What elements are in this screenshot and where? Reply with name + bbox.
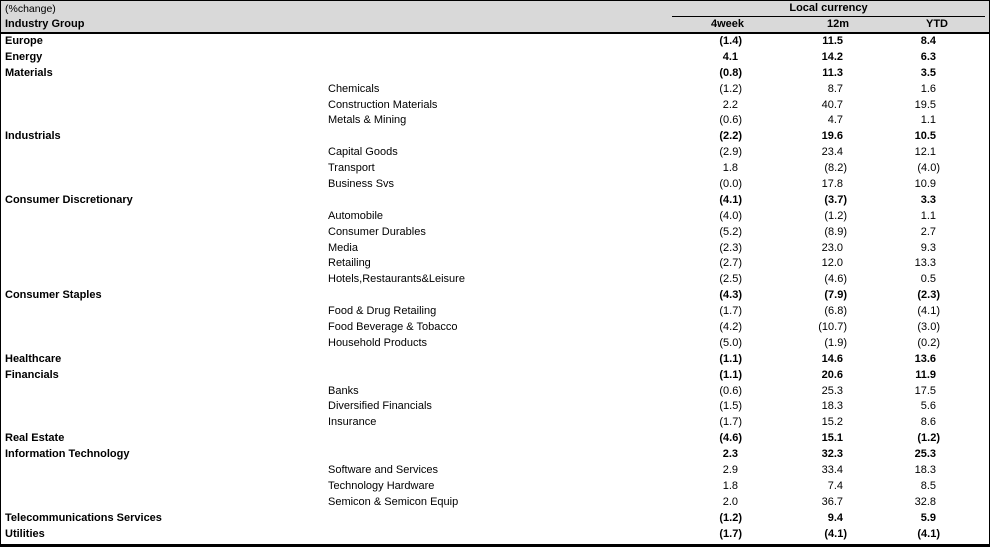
value-4week: (4.1) [719,193,742,206]
value-12m: 7.4 [827,479,843,492]
column-header-ytd: YTD [926,18,948,30]
value-12m: (1.9) [824,336,847,349]
table-row [1,288,989,304]
value-4week: 2.9 [722,464,738,477]
table-row [1,66,989,82]
table-row [1,384,989,400]
industry-label: Materials [5,66,53,79]
value-ytd: 1.1 [920,114,936,127]
value-ytd: 10.9 [914,178,936,191]
column-header-12m: 12m [826,18,849,30]
industry-label: Business Svs [328,178,395,191]
value-ytd: 19.5 [914,98,936,111]
industry-label: Semicon & Semicon Equip [328,495,459,508]
value-ytd: (3.0) [917,321,940,334]
value-12m: 15.1 [821,432,843,445]
value-4week: 1.8 [722,479,738,492]
value-12m: 25.3 [821,384,843,397]
value-4week: (4.2) [719,321,742,334]
table-row [1,225,989,241]
value-12m: 36.7 [821,495,843,508]
value-4week: (5.0) [719,336,742,349]
value-4week: (0.8) [719,66,742,79]
table-row [1,209,989,225]
value-12m: 14.2 [821,50,843,63]
value-4week: (0.0) [719,178,742,191]
value-ytd: 3.5 [920,66,936,79]
value-4week: 2.0 [722,495,738,508]
table-row [1,431,989,447]
value-ytd: (4.0) [917,162,940,175]
table-body [1,34,989,543]
table-row [1,527,989,543]
value-4week: (2.3) [719,241,742,254]
value-4week: (4.3) [719,289,742,302]
industry-label: Retailing [328,257,371,270]
value-4week: (2.2) [719,130,742,143]
industry-label: Real Estate [5,432,65,445]
value-12m: 20.6 [821,368,843,381]
industry-label: Financials [5,368,59,381]
value-12m: 18.3 [821,400,843,413]
table-row [1,304,989,320]
table-row [1,113,989,129]
table-row [1,479,989,495]
industry-label: Household Products [328,336,428,349]
value-12m: 4.7 [827,114,843,127]
value-12m: (8.9) [824,225,847,238]
industry-label: Media [328,241,358,254]
value-4week: (0.6) [719,114,742,127]
industry-label: Software and Services [328,464,439,477]
value-4week: (1.1) [719,368,742,381]
industry-label: Diversified Financials [328,400,432,413]
value-4week: (2.5) [719,273,742,286]
table-row [1,193,989,209]
value-12m: 19.6 [821,130,843,143]
value-12m: 11.5 [822,35,843,47]
table-row [1,161,989,177]
table-row [1,399,989,415]
industry-label: Telecommunications Services [5,511,162,524]
value-12m: 23.0 [821,241,843,254]
value-4week: (4.6) [719,432,742,445]
table-row [1,129,989,145]
value-4week: (1.5) [719,400,742,413]
value-ytd: 2.7 [920,225,936,238]
value-12m: (3.7) [824,193,847,206]
industry-label: Hotels,Restaurants&Leisure [328,273,465,286]
industry-label: Metals & Mining [328,114,407,127]
value-12m: 15.2 [821,416,843,429]
industry-label: Insurance [328,416,377,429]
value-4week: (1.7) [719,305,742,318]
value-4week: (0.6) [719,384,742,397]
industry-label: Food & Drug Retailing [328,305,437,318]
value-12m: 33.4 [821,464,843,477]
table-row [1,50,989,66]
value-ytd: 11.9 [915,368,936,381]
value-ytd: (2.3) [917,289,940,302]
industry-label: Banks [328,384,359,397]
value-ytd: 10.5 [914,130,936,143]
value-12m: (8.2) [824,162,847,175]
industry-label: Consumer Discretionary [5,193,133,206]
value-12m: (7.9) [824,289,847,302]
value-ytd: 13.3 [914,257,936,270]
value-12m: 11.3 [822,66,843,79]
value-ytd: (0.2) [917,336,940,349]
value-ytd: 1.6 [920,82,936,95]
table-row [1,241,989,257]
industry-label: Industrials [5,130,61,143]
value-ytd: (4.1) [917,305,940,318]
industry-label: Healthcare [5,352,62,365]
value-12m: 9.4 [827,511,843,524]
value-4week: (4.0) [719,209,742,222]
table-header-row-columns [1,17,989,32]
value-4week: (1.7) [719,416,742,429]
value-ytd: 0.5 [920,273,936,286]
value-4week: (1.4) [719,35,742,47]
value-12m: 32.3 [821,448,843,461]
value-ytd: (1.2) [917,432,940,445]
value-ytd: 13.6 [914,352,936,365]
industry-group-column-header: Industry Group [5,18,85,30]
industry-label: Energy [5,50,43,63]
column-header-4week: 4week [710,18,744,30]
value-ytd: 6.3 [920,50,936,63]
industry-label: Technology Hardware [328,479,435,492]
value-4week: (1.7) [719,527,742,540]
value-4week: (2.7) [719,257,742,270]
value-ytd: 18.3 [914,464,936,477]
table-row [1,145,989,161]
value-4week: 4.1 [722,50,738,63]
value-ytd: (4.1) [917,527,940,540]
value-ytd: 9.3 [920,241,936,254]
value-12m: 23.4 [821,146,843,159]
table-header [1,1,989,34]
percent-change-label: (%change) [5,3,56,15]
table-row [1,98,989,114]
value-ytd: 5.9 [920,511,936,524]
industry-label: Consumer Durables [328,225,426,238]
value-12m: (4.1) [824,527,847,540]
value-12m: 14.6 [821,352,843,365]
industry-label: Consumer Staples [5,289,102,302]
table-row [1,272,989,288]
value-4week: 1.8 [722,162,738,175]
table-row [1,463,989,479]
industry-label: Information Technology [5,448,130,461]
value-4week: (1.2) [719,82,742,95]
value-ytd: 32.8 [914,495,936,508]
table-row [1,177,989,193]
value-4week: (1.1) [719,352,742,365]
industry-label: Utilities [5,527,45,540]
value-ytd: 8.4 [920,35,936,47]
table-row [1,336,989,352]
value-12m: (4.6) [824,273,847,286]
table-row [1,368,989,384]
value-12m: (10.7) [818,321,847,334]
table-row [1,352,989,368]
value-4week: 2.2 [722,98,738,111]
value-ytd: 17.5 [914,384,936,397]
table-row [1,82,989,98]
industry-label: Europe [5,35,43,47]
industry-label: Automobile [328,209,384,222]
industry-label: Chemicals [328,82,380,95]
value-12m: (1.2) [824,209,847,222]
table-row [1,320,989,336]
value-12m: 8.7 [827,82,843,95]
value-12m: 12.0 [821,257,843,270]
industry-label: Capital Goods [328,146,398,159]
table-row [1,34,989,50]
table-row [1,256,989,272]
value-4week: (2.9) [719,146,742,159]
table-row [1,511,989,527]
table-header-row-top [1,1,989,17]
table-row [1,415,989,431]
industry-label: Food Beverage & Tobacco [328,321,458,334]
value-ytd: 12.1 [914,146,936,159]
value-4week: (5.2) [719,225,742,238]
table-row [1,495,989,511]
value-ytd: 25.3 [914,448,936,461]
local-currency-group-header: Local currency [672,1,985,17]
value-ytd: 1.1 [920,209,936,222]
industry-label: Transport [328,162,375,175]
value-4week: (1.2) [719,511,742,524]
value-ytd: 8.6 [920,416,936,429]
value-12m: (6.8) [824,305,847,318]
table-row [1,447,989,463]
value-12m: 17.8 [821,178,843,191]
value-4week: 2.3 [722,448,738,461]
value-12m: 40.7 [821,98,843,111]
value-ytd: 8.5 [920,479,936,492]
value-ytd: 3.3 [920,193,936,206]
value-ytd: 5.6 [920,400,936,413]
industry-label: Construction Materials [328,98,438,111]
